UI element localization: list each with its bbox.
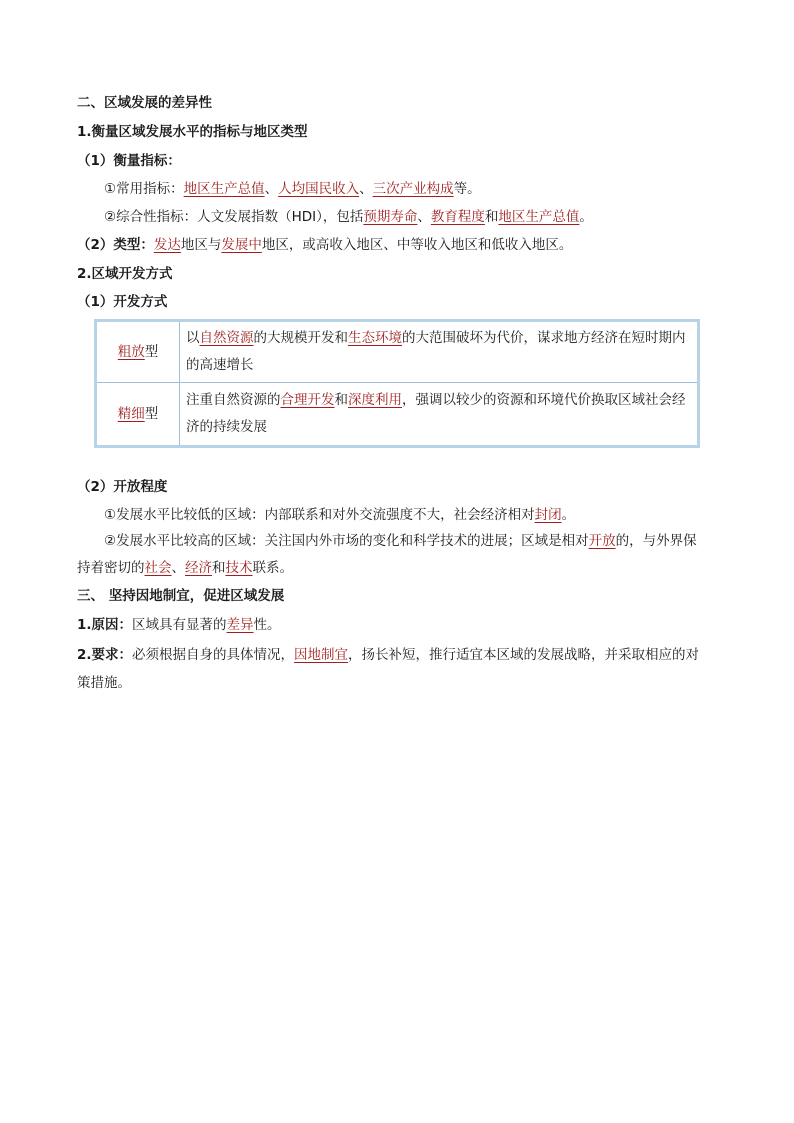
line-end: 性。 (253, 617, 281, 633)
subsection-title-development: 2.区域开发方式 (77, 266, 173, 282)
answer-blank: 经济 (185, 560, 212, 576)
answer-blank: 粗放 (117, 343, 145, 360)
high-development-line (104, 531, 697, 551)
types-label: （2）类型： (77, 237, 154, 253)
text: 的大规模开发和 (253, 330, 348, 346)
mode-description-extensive (180, 321, 699, 383)
text: 持着密切的 (77, 560, 145, 576)
line-end: 。 (579, 209, 593, 225)
answer-blank: 社会 (144, 560, 172, 576)
section-heading-2: 二、区域发展的差异性 (77, 95, 212, 111)
separator: 、 (171, 560, 185, 576)
mode-label-intensive (96, 383, 180, 447)
answer-blank: 发达 (153, 237, 181, 253)
answer-blank: 生态环境 (348, 330, 402, 346)
low-development-line (104, 505, 575, 525)
subsection-title-indicators: 1.衡量区域发展水平的指标与地区类型 (77, 124, 308, 140)
line-end: 。 (561, 507, 576, 523)
requirement-line-continued: 策措施。 (77, 675, 131, 691)
table-row (96, 321, 699, 383)
separator: 和 (484, 209, 499, 225)
answer-blank: 地区生产总值 (498, 209, 580, 225)
openness-label: （2）开放程度 (77, 479, 168, 495)
answer-blank: 三次产业构成 (372, 181, 454, 197)
table-row (96, 383, 699, 447)
answer-blank: 深度利用 (348, 392, 402, 408)
text: ②发展水平比较高的区域：关注国内外市场的变化和科学技术的进展；区域是相对 (104, 533, 589, 549)
development-modes-label: （1）开发方式 (77, 294, 168, 310)
line-end: 等。 (453, 181, 481, 197)
reason-line (77, 615, 281, 635)
text: 地区与 (180, 237, 222, 253)
section-heading-3: 三、 坚持因地制宜，促进区域发展 (77, 588, 285, 604)
answer-blank: 发展中 (221, 237, 262, 253)
text: 注重自然资源的 (186, 392, 281, 408)
separator: 和 (212, 560, 226, 576)
answer-blank: 地区生产总值 (183, 181, 265, 197)
answer-blank: 封闭 (534, 507, 562, 523)
text: 和 (334, 392, 348, 408)
composite-prefix: ②综合性指标：人文发展指数（HDI），包括 (104, 209, 364, 225)
answer-blank: 精细 (117, 405, 145, 422)
answer-blank: 教育程度 (430, 209, 485, 225)
requirement-label: 2.要求： (77, 647, 133, 663)
answer-blank: 技术 (225, 560, 253, 576)
answer-blank: 开放 (588, 533, 616, 549)
text: 的，与外界保 (615, 533, 697, 549)
requirement-line (77, 645, 699, 665)
answer-blank: 差异 (226, 617, 254, 633)
answer-blank: 预期寿命 (363, 209, 418, 225)
text: 以 (186, 330, 200, 346)
line-end: 地区，或高收入地区、中等收入地区和低收入地区。 (261, 237, 573, 253)
mode-suffix: 型 (144, 405, 159, 422)
mode-description-intensive (180, 383, 699, 447)
common-indicators-line (104, 179, 481, 199)
text: 区域具有显著的 (132, 617, 227, 633)
text: ，扬长补短，推行适宜本区域的发展战略，并采取相应的对 (348, 647, 700, 663)
text: ，强调以较少的资源和环境代价换取区域社会经济的持续发展 (186, 392, 686, 435)
text: 的大范围破坏为代价，谋求地方经济在短时期内的高速增长 (186, 330, 686, 373)
separator: 、 (417, 209, 431, 225)
composite-indicators-line (104, 207, 593, 227)
answer-blank: 因地制宜 (294, 647, 349, 663)
separator: 、 (264, 181, 279, 197)
mode-suffix: 型 (144, 343, 159, 360)
region-types-line (77, 235, 572, 255)
separator: 、 (359, 181, 373, 197)
line-end: 联系。 (252, 560, 293, 576)
common-prefix: ①常用指标： (104, 181, 184, 197)
text: 必须根据自身的具体情况， (132, 647, 295, 663)
answer-blank: 合理开发 (280, 392, 335, 408)
text: ①发展水平比较低的区域：内部联系和对外交流强度不大，社会经济相对 (104, 507, 535, 523)
development-modes-table (94, 319, 700, 448)
answer-blank: 自然资源 (199, 330, 254, 346)
reason-label: 1.原因： (77, 617, 133, 633)
mode-label-extensive (96, 321, 180, 383)
answer-blank: 人均国民收入 (278, 181, 360, 197)
high-development-line-continued (77, 558, 293, 578)
measure-indicators-label: （1）衡量指标： (77, 153, 181, 169)
